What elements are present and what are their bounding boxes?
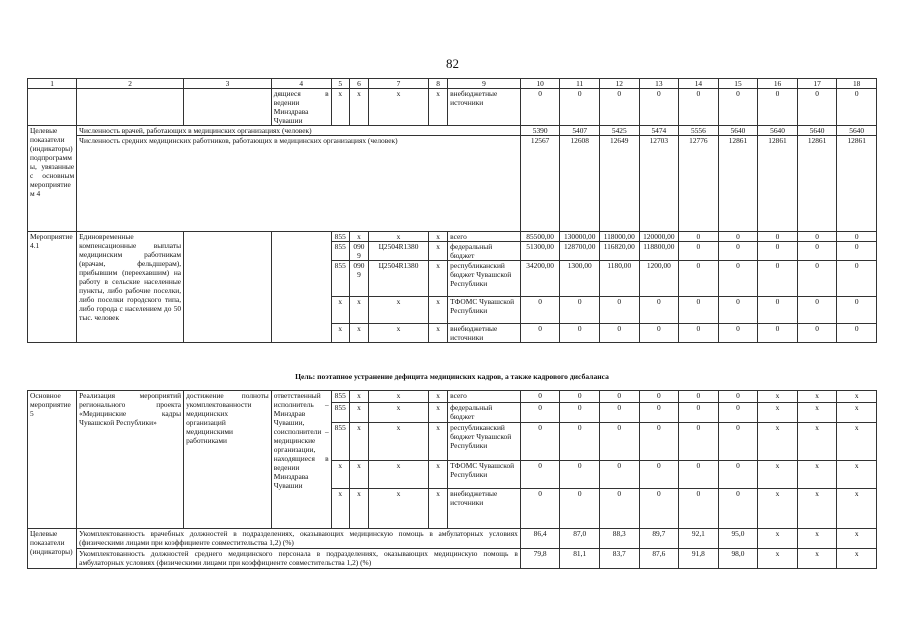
table-row: Основное мероприятие 5 Реализация мероприятий регионального проекта «Медицинские кадры Чувашской Республики» достижение полноты укомплектованности медицинских организаций медицинскими работниками ответственный исполнитель – Минздрав Чувашии, соисполнители – медицинские организации, находящиеся в ведении Минздрава Чувашии 855 x x x всего 0 0 0 0 0 0 x x x [28, 391, 877, 403]
table-row: x x x x внебюджетные источники 0 0 0 0 0 0 0 0 0 [28, 324, 877, 343]
table-row: 855 x x x республиканский бюджет Чувашской Республики 0 0 0 0 0 0 x x x [28, 423, 877, 461]
indicator-text: Численность врачей, работающих в медицинских организациях (человек) [77, 126, 521, 136]
funding-source: республиканский бюджет Чувашской Республики [448, 261, 521, 297]
col-header: 11 [560, 79, 600, 89]
funding-source: федеральный бюджет [448, 403, 521, 423]
table-row: Укомплектованность должностей среднего медицинского персонала в подразделениях, оказывающих медицинскую помощь в амбулаторных условиях (физическими лицами при коэффициенте совместительства 1,2) (%) 79,8 81,1 83,7 87,6 91,8 98,0 x x x [28, 549, 877, 569]
funding-source: всего [448, 391, 521, 403]
page-number: 82 [446, 56, 459, 71]
table-row: Целевые показатели (индикаторы) подпрограммы, увязанные с основным мероприятием 4 Численность врачей, работающих в медицинских организациях (человек) 5390 5407 5425 5474 5556 5640 5640 5640 5640 [28, 126, 877, 136]
funding-source: внебюджетные источники [448, 324, 521, 343]
indicator-text: Укомплектованность врачебных должностей в подразделениях, оказывающих медицинскую помощь в амбулаторных условиях (физическими лицами при коэффициенте совместительства 1,2) (%) [77, 529, 521, 549]
col-header: 1 [28, 79, 77, 89]
indicator-text: Численность средних медицинских работников, работающих в медицинских организациях (человек) [77, 136, 521, 232]
col-header: 7 [369, 79, 429, 89]
col-header: 16 [758, 79, 798, 89]
col-header: 17 [797, 79, 837, 89]
table-row: Мероприятие 4.1 Единовременные компенсационные выплаты медицинским работникам (врачам, фельдшерам), прибывшим (переехавшим) на работу в сельские населенные пункты, либо рабочие поселки, либо поселки городского типа, либо города с населением до 50 тыс. человек 855 x x x всего 85500,00 130000,00 118000,00 120000,00 0 0 0 0 0 [28, 232, 877, 242]
target-indicators-label: Целевые показатели (индикаторы) подпрограммы, увязанные с основным мероприятием 4 [28, 126, 77, 232]
table-row: 855 0909 Ц2504R1380 x федеральный бюджет 51300,00 128700,00 116820,00 118800,00 0 0 0 0 0 [28, 242, 877, 261]
target-indicators-label: Целевые показатели (индикаторы) [28, 529, 77, 569]
table-row: Численность средних медицинских работников, работающих в медицинских организациях (человек) 12567 12608 12649 12703 12776 12861 12861 12861 12861 [28, 136, 877, 232]
col-header: 3 [184, 79, 272, 89]
col-header: 13 [639, 79, 679, 89]
table-row: x x x x ТФОМС Чувашской Республики 0 0 0 0 0 0 0 0 0 [28, 297, 877, 324]
funding-source: ТФОМС Чувашской Республики [448, 461, 521, 489]
col-header: 12 [599, 79, 639, 89]
col-header: 10 [520, 79, 560, 89]
col-header: 14 [679, 79, 719, 89]
event-label: Мероприятие 4.1 [28, 232, 77, 343]
budget-table-part1 [27, 78, 877, 343]
funding-source: ТФОМС Чувашской Республики [448, 297, 521, 324]
funding-source: федеральный бюджет [448, 242, 521, 261]
table-row: дящиеся в ведении Минздрава Чувашии x x x x внебюджетные источники 0 0 0 0 0 0 0 0 0 [28, 89, 877, 126]
main-event-description: Реализация мероприятий регионального проекта «Медицинские кадры Чувашской Республики» [77, 391, 184, 529]
funding-source: всего [448, 232, 521, 242]
responsible-cell: дящиеся в ведении Минздрава Чувашии [271, 89, 331, 126]
col-header: 2 [77, 79, 184, 89]
funding-source: республиканский бюджет Чувашской Республики [448, 423, 521, 461]
indicator-text: Укомплектованность должностей среднего медицинского персонала в подразделениях, оказывающих медицинскую помощь в амбулаторных условиях (физическими лицами при коэффициенте совместительства 1,2) (%) [77, 549, 521, 569]
col-header: 4 [271, 79, 331, 89]
main-event-label: Основное мероприятие 5 [28, 391, 77, 529]
col-header: 18 [837, 79, 877, 89]
col-header: 6 [349, 79, 368, 89]
table-row: Целевые показатели (индикаторы) Укомплектованность врачебных должностей в подразделениях, оказывающих медицинскую помощь в амбулаторных условиях (физическими лицами при коэффициенте совместительства 1,2) (%) 86,4 87,0 88,3 89,7 92,1 95,0 x x x [28, 529, 877, 549]
budget-table-part2 [27, 390, 877, 569]
funding-source: внебюджетные источники [448, 89, 521, 126]
main-event-goal: достижение полноты укомплектованности медицинских организаций медицинскими работниками [184, 391, 272, 529]
event-description: Единовременные компенсационные выплаты медицинским работникам (врачам, фельдшерам), прибывшим (переехавшим) на работу в сельские населенные пункты, либо рабочие поселки, либо поселки городского типа, либо города с населением до 50 тыс. человек [77, 232, 184, 343]
responsible-cell: ответственный исполнитель – Минздрав Чувашии, соисполнители – медицинские организации, находящиеся в ведении Минздрава Чувашии [271, 391, 331, 529]
column-number-row [28, 79, 877, 89]
col-header: 15 [718, 79, 758, 89]
table-row: x x x x ТФОМС Чувашской Республики 0 0 0 0 0 0 x x x [28, 461, 877, 489]
col-header: 9 [448, 79, 521, 89]
col-header: 8 [428, 79, 447, 89]
table-row: 855 x x x федеральный бюджет 0 0 0 0 0 0 x x x [28, 403, 877, 423]
table-row: x x x x внебюджетные источники 0 0 0 0 0 0 x x x [28, 489, 877, 529]
col-header: 5 [331, 79, 349, 89]
funding-source: внебюджетные источники [448, 489, 521, 529]
section-goal-heading: Цель: поэтапное устранение дефицита медицинских кадров, а также кадрового дисбаланса [295, 372, 609, 381]
table-row: 855 0909 Ц2504R1380 x республиканский бюджет Чувашской Республики 34200,00 1300,00 1180,00 1200,00 0 0 0 0 0 [28, 261, 877, 297]
